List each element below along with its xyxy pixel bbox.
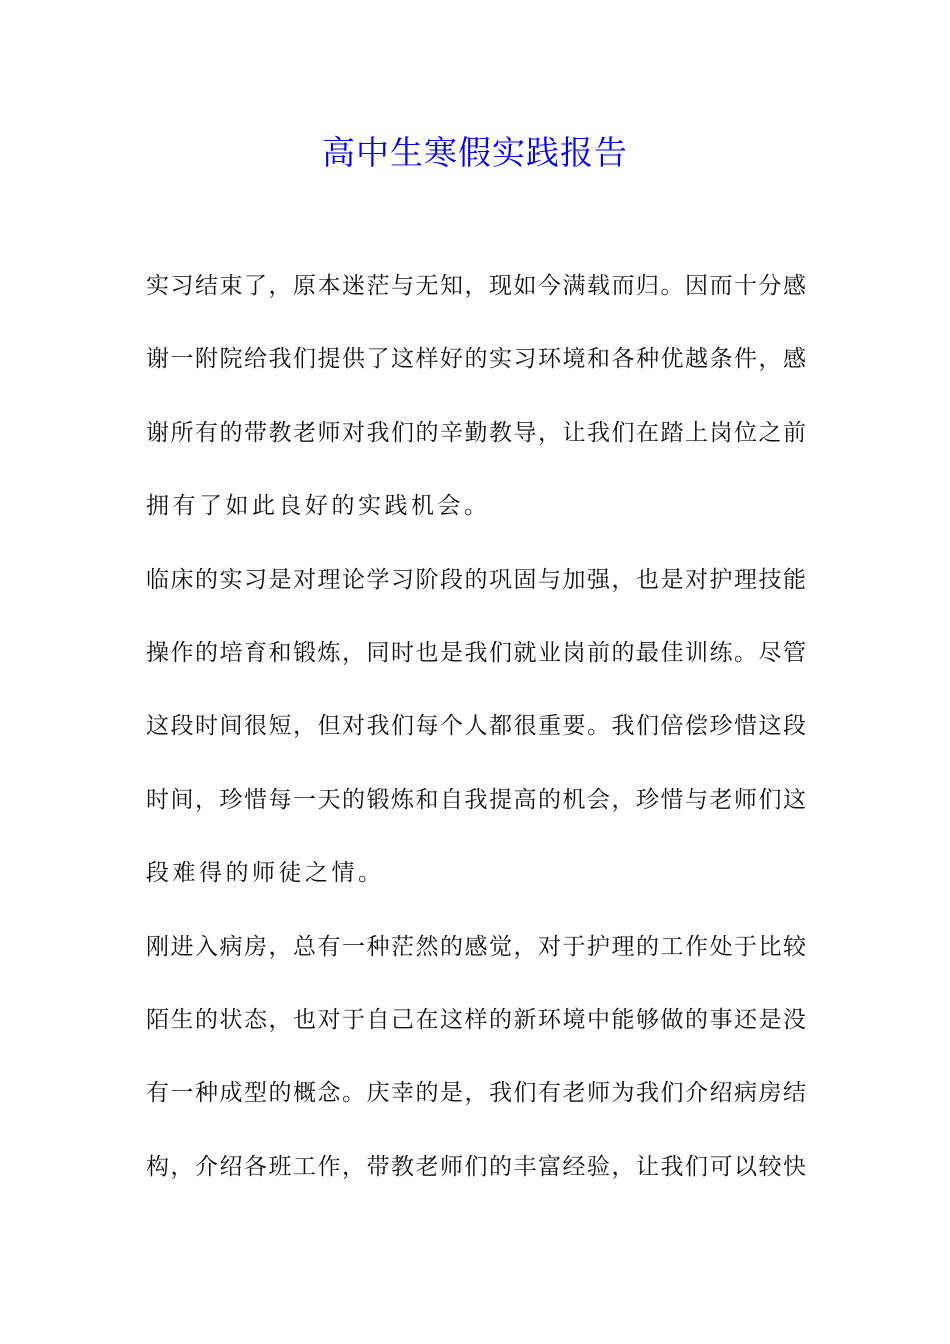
body-line: 实习结束了，原本迷茫与无知，现如今满载而归。因而十分感: [146, 273, 806, 299]
body-line: 拥有了如此良好的实践机会。: [146, 493, 491, 520]
body-line: 段难得的师徒之情。: [146, 860, 385, 887]
document-body: [146, 262, 806, 1216]
body-line: 陌生的状态，也对于自己在这样的新环境中能够做的事还是没: [146, 1006, 806, 1033]
body-line: 有一种成型的概念。庆幸的是，我们有老师为我们介绍病房结: [146, 1080, 806, 1107]
body-line: 操作的培育和锻炼，同时也是我们就业岗前的最佳训练。尽管: [146, 639, 806, 666]
body-line: 刚进入病房，总有一种茫然的感觉，对于护理的工作处于比较: [146, 933, 806, 960]
body-line: 这段时间很短，但对我们每个人都很重要。我们倍偿珍惜这段: [146, 713, 806, 740]
body-line: 谢所有的带教老师对我们的辛勤教导，让我们在踏上岗位之前: [146, 419, 806, 446]
body-line: 临床的实习是对理论学习阶段的巩固与加强，也是对护理技能: [146, 566, 806, 593]
document-title: 高中生寒假实践报告: [322, 133, 628, 172]
body-line: 构，介绍各班工作，带教老师们的丰富经验，让我们可以较快: [146, 1153, 806, 1180]
body-line: 谢一附院给我们提供了这样好的实习环境和各种优越条件，感: [146, 346, 806, 373]
body-line: 时间，珍惜每一天的锻炼和自我提高的机会，珍惜与老师们这: [146, 786, 806, 813]
